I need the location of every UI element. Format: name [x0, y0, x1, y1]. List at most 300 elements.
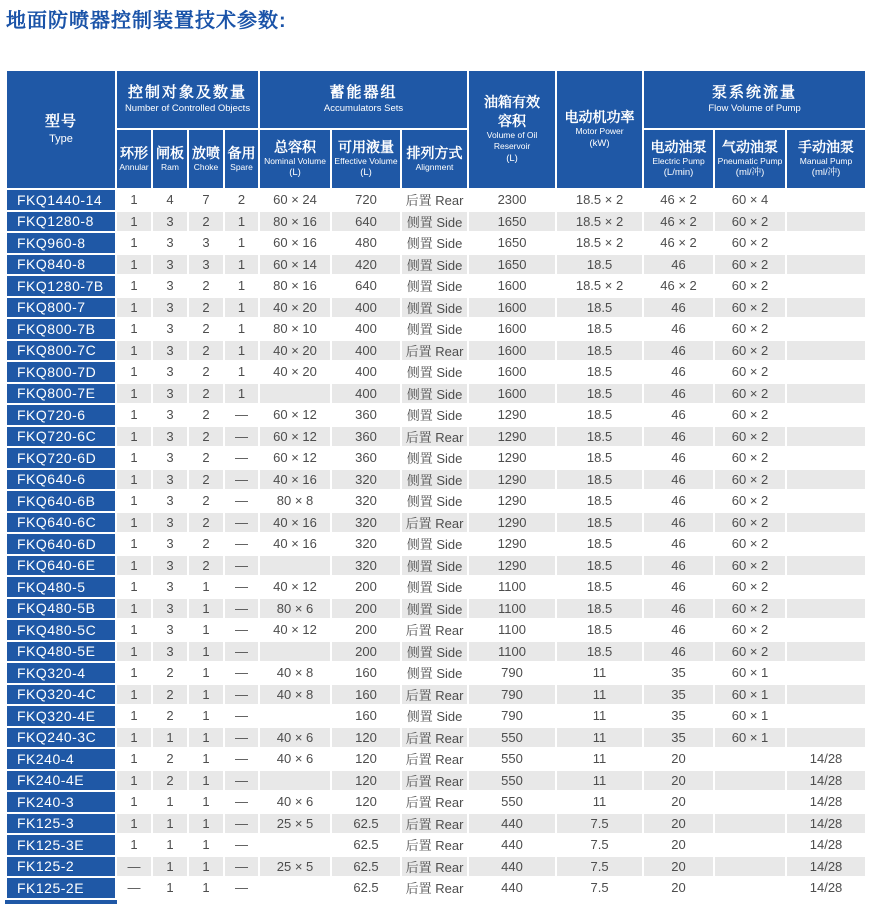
value-cell: 2: [152, 705, 188, 727]
value-cell: 60 × 2: [714, 555, 786, 577]
value-cell: 1290: [468, 555, 556, 577]
value-cell: 720: [331, 189, 401, 211]
value-cell: [786, 189, 866, 211]
value-cell: 120: [331, 727, 401, 749]
value-cell: 3: [152, 340, 188, 362]
value-cell: 侧置 Side: [401, 555, 468, 577]
value-cell: [714, 856, 786, 878]
value-cell: 后置 Rear: [401, 619, 468, 641]
value-cell: 2: [152, 662, 188, 684]
table-row: [6, 447, 866, 469]
value-cell: 60 × 14: [259, 254, 331, 276]
value-cell: 60 × 16: [259, 232, 331, 254]
value-cell: 60 × 2: [714, 297, 786, 319]
value-cell: 侧置 Side: [401, 275, 468, 297]
table-row: [6, 318, 866, 340]
value-cell: 3: [152, 361, 188, 383]
value-cell: 1: [116, 361, 152, 383]
value-cell: 60 × 2: [714, 641, 786, 663]
value-cell: 2: [188, 340, 224, 362]
model-cell: FKQ800-7: [6, 297, 116, 319]
value-cell: 侧置 Side: [401, 490, 468, 512]
value-cell: —: [224, 533, 259, 555]
value-cell: 侧置 Side: [401, 232, 468, 254]
model-cell: FK125-3: [6, 813, 116, 835]
value-cell: 1: [116, 813, 152, 835]
model-cell: FKQ1280-8: [6, 211, 116, 233]
value-cell: 侧置 Side: [401, 469, 468, 491]
value-cell: [786, 490, 866, 512]
value-cell: 60 × 24: [259, 189, 331, 211]
value-cell: 1: [116, 705, 152, 727]
value-cell: 2: [152, 684, 188, 706]
value-cell: 60 × 1: [714, 662, 786, 684]
value-cell: 11: [556, 727, 643, 749]
value-cell: 200: [331, 598, 401, 620]
value-cell: 40 × 12: [259, 619, 331, 641]
value-cell: 3: [152, 232, 188, 254]
value-cell: 1290: [468, 404, 556, 426]
value-cell: [786, 340, 866, 362]
value-cell: [786, 318, 866, 340]
value-cell: 2: [188, 297, 224, 319]
value-cell: 80 × 16: [259, 275, 331, 297]
value-cell: 60 × 1: [714, 705, 786, 727]
value-cell: 360: [331, 426, 401, 448]
col-header-model-en: Type: [49, 132, 73, 145]
value-cell: 2: [224, 189, 259, 211]
value-cell: 120: [331, 748, 401, 770]
value-cell: 20: [643, 791, 714, 813]
value-cell: 18.5: [556, 598, 643, 620]
value-cell: 320: [331, 490, 401, 512]
table-row: [6, 512, 866, 534]
value-cell: —: [224, 727, 259, 749]
value-cell: 1: [116, 469, 152, 491]
value-cell: 320: [331, 512, 401, 534]
value-cell: 1: [116, 748, 152, 770]
table-row: [6, 705, 866, 727]
col-header-oil-volume: 油箱有效容积 Volume of Oil Reservoir (L): [468, 70, 556, 189]
value-cell: 40 × 20: [259, 340, 331, 362]
model-cell: FKQ720-6C: [6, 426, 116, 448]
value-cell: 790: [468, 705, 556, 727]
value-cell: 20: [643, 770, 714, 792]
value-cell: 1: [188, 791, 224, 813]
value-cell: 1: [116, 641, 152, 663]
value-cell: 侧置 Side: [401, 576, 468, 598]
value-cell: 1600: [468, 361, 556, 383]
value-cell: —: [224, 576, 259, 598]
value-cell: 1650: [468, 232, 556, 254]
model-cell: FKQ320-4C: [6, 684, 116, 706]
value-cell: 25 × 5: [259, 856, 331, 878]
value-cell: 后置 Rear: [401, 340, 468, 362]
value-cell: [786, 705, 866, 727]
value-cell: 后置 Rear: [401, 512, 468, 534]
value-cell: 46 × 2: [643, 232, 714, 254]
value-cell: 18.5: [556, 426, 643, 448]
value-cell: 1: [116, 383, 152, 405]
value-cell: 14/28: [786, 748, 866, 770]
value-cell: 320: [331, 469, 401, 491]
value-cell: [786, 232, 866, 254]
value-cell: 60 × 2: [714, 426, 786, 448]
value-cell: 40 × 16: [259, 512, 331, 534]
value-cell: 3: [152, 426, 188, 448]
value-cell: 18.5: [556, 555, 643, 577]
value-cell: —: [224, 662, 259, 684]
value-cell: 侧置 Side: [401, 211, 468, 233]
table-row: [6, 877, 866, 899]
model-cell: FKQ800-7B: [6, 318, 116, 340]
value-cell: —: [224, 705, 259, 727]
value-cell: 1: [188, 641, 224, 663]
value-cell: 后置 Rear: [401, 834, 468, 856]
value-cell: 640: [331, 211, 401, 233]
value-cell: 1: [188, 877, 224, 899]
value-cell: 2: [188, 318, 224, 340]
value-cell: 18.5 × 2: [556, 232, 643, 254]
value-cell: —: [224, 490, 259, 512]
value-cell: —: [224, 684, 259, 706]
model-cell: FKQ800-7D: [6, 361, 116, 383]
model-cell: FKQ800-7E: [6, 383, 116, 405]
value-cell: 侧置 Side: [401, 705, 468, 727]
model-cell: FKQ480-5E: [6, 641, 116, 663]
table-row: [6, 598, 866, 620]
value-cell: 2: [188, 361, 224, 383]
value-cell: 1: [224, 383, 259, 405]
value-cell: 侧置 Side: [401, 447, 468, 469]
value-cell: 侧置 Side: [401, 662, 468, 684]
group-header-accumulators: 蓄能器组 Accumulators Sets: [259, 70, 468, 129]
page-title: 地面防喷器控制装置技术参数:: [6, 10, 287, 32]
value-cell: 60 × 1: [714, 727, 786, 749]
value-cell: —: [224, 404, 259, 426]
value-cell: 18.5: [556, 533, 643, 555]
value-cell: 1290: [468, 533, 556, 555]
value-cell: —: [224, 598, 259, 620]
value-cell: [786, 404, 866, 426]
value-cell: 1: [116, 189, 152, 211]
value-cell: 60 × 2: [714, 254, 786, 276]
value-cell: 18.5 × 2: [556, 211, 643, 233]
value-cell: 60 × 2: [714, 512, 786, 534]
value-cell: 后置 Rear: [401, 684, 468, 706]
model-cell: FKQ840-8: [6, 254, 116, 276]
col-header-motor-power: 电动机功率 Motor Power (kW): [556, 70, 643, 189]
value-cell: [786, 361, 866, 383]
value-cell: 3: [152, 469, 188, 491]
model-cell: FK125-3E: [6, 834, 116, 856]
value-cell: 18.5: [556, 490, 643, 512]
value-cell: 40 × 8: [259, 684, 331, 706]
value-cell: 320: [331, 555, 401, 577]
value-cell: [786, 684, 866, 706]
value-cell: 40 × 16: [259, 469, 331, 491]
value-cell: 18.5: [556, 361, 643, 383]
value-cell: 2: [188, 490, 224, 512]
model-cell: FK125-2E: [6, 877, 116, 899]
value-cell: 40 × 8: [259, 662, 331, 684]
model-cell: FKQ240-3C: [6, 727, 116, 749]
value-cell: 46: [643, 641, 714, 663]
model-cell: FKQ320-4: [6, 662, 116, 684]
value-cell: 60 × 2: [714, 340, 786, 362]
value-cell: 80 × 10: [259, 318, 331, 340]
table-row: [6, 469, 866, 491]
value-cell: 1: [152, 856, 188, 878]
value-cell: 120: [331, 791, 401, 813]
col-header-pneumatic-pump: 气动油泵 Pneumatic Pump (ml/冲): [714, 129, 786, 189]
value-cell: 2: [152, 748, 188, 770]
value-cell: 1: [224, 254, 259, 276]
value-cell: 1: [116, 211, 152, 233]
value-cell: 40 × 6: [259, 791, 331, 813]
value-cell: 120: [331, 770, 401, 792]
value-cell: 1: [152, 813, 188, 835]
value-cell: 46: [643, 340, 714, 362]
value-cell: 14/28: [786, 877, 866, 899]
table-row: [6, 533, 866, 555]
value-cell: 35: [643, 684, 714, 706]
value-cell: 60 × 2: [714, 490, 786, 512]
value-cell: 1290: [468, 512, 556, 534]
value-cell: 后置 Rear: [401, 426, 468, 448]
value-cell: 18.5: [556, 619, 643, 641]
value-cell: 1: [224, 275, 259, 297]
value-cell: 1: [224, 297, 259, 319]
value-cell: 1: [116, 512, 152, 534]
value-cell: 1: [188, 748, 224, 770]
value-cell: 7.5: [556, 813, 643, 835]
value-cell: 46: [643, 555, 714, 577]
value-cell: 1: [116, 791, 152, 813]
value-cell: 3: [152, 619, 188, 641]
value-cell: 550: [468, 748, 556, 770]
value-cell: [714, 834, 786, 856]
value-cell: 46: [643, 469, 714, 491]
value-cell: 400: [331, 318, 401, 340]
value-cell: —: [224, 813, 259, 835]
table-row: [6, 211, 866, 233]
table-row: [6, 856, 866, 878]
value-cell: 1: [116, 318, 152, 340]
value-cell: 7.5: [556, 877, 643, 899]
value-cell: [714, 748, 786, 770]
value-cell: 侧置 Side: [401, 598, 468, 620]
value-cell: 20: [643, 856, 714, 878]
value-cell: 3: [152, 404, 188, 426]
value-cell: 1: [224, 340, 259, 362]
col-header-model: [6, 70, 116, 189]
value-cell: 1: [116, 297, 152, 319]
col-header-model-zh: 型号: [44, 113, 77, 131]
value-cell: [786, 727, 866, 749]
value-cell: 14/28: [786, 791, 866, 813]
value-cell: —: [224, 641, 259, 663]
value-cell: 2: [152, 770, 188, 792]
model-cell: FKQ720-6D: [6, 447, 116, 469]
value-cell: 440: [468, 813, 556, 835]
value-cell: 3: [152, 254, 188, 276]
value-cell: —: [224, 770, 259, 792]
value-cell: 1: [188, 834, 224, 856]
value-cell: —: [224, 834, 259, 856]
value-cell: 60 × 2: [714, 598, 786, 620]
table-row: [6, 254, 866, 276]
value-cell: 1: [188, 598, 224, 620]
value-cell: 60 × 2: [714, 383, 786, 405]
value-cell: 160: [331, 662, 401, 684]
value-cell: 1: [188, 770, 224, 792]
value-cell: 46: [643, 383, 714, 405]
col-header-choke: 放喷 Choke: [188, 129, 224, 189]
value-cell: 46: [643, 297, 714, 319]
value-cell: 1: [116, 598, 152, 620]
model-cell: FKQ960-8: [6, 232, 116, 254]
value-cell: 60 × 2: [714, 318, 786, 340]
value-cell: 60 × 2: [714, 232, 786, 254]
value-cell: 160: [331, 684, 401, 706]
value-cell: 3: [152, 576, 188, 598]
value-cell: 11: [556, 662, 643, 684]
value-cell: 后置 Rear: [401, 727, 468, 749]
value-cell: 2: [188, 404, 224, 426]
value-cell: 25 × 5: [259, 813, 331, 835]
value-cell: 1600: [468, 318, 556, 340]
value-cell: 60 × 2: [714, 447, 786, 469]
value-cell: 1290: [468, 426, 556, 448]
value-cell: [259, 555, 331, 577]
value-cell: 侧置 Side: [401, 318, 468, 340]
value-cell: 1: [116, 275, 152, 297]
value-cell: 60 × 2: [714, 275, 786, 297]
value-cell: 18.5: [556, 404, 643, 426]
value-cell: 1: [116, 232, 152, 254]
value-cell: 60 × 4: [714, 189, 786, 211]
value-cell: 1600: [468, 275, 556, 297]
value-cell: 7.5: [556, 856, 643, 878]
value-cell: 18.5: [556, 254, 643, 276]
value-cell: [714, 791, 786, 813]
model-cell: FKQ720-6: [6, 404, 116, 426]
col-header-electric-pump: 电动油泵 Electric Pump (L/min): [643, 129, 714, 189]
value-cell: 2: [188, 469, 224, 491]
value-cell: 1: [152, 877, 188, 899]
table-bottom-bar: [5, 900, 117, 904]
value-cell: —: [224, 555, 259, 577]
value-cell: 18.5: [556, 297, 643, 319]
value-cell: 18.5 × 2: [556, 275, 643, 297]
value-cell: 11: [556, 705, 643, 727]
value-cell: 后置 Rear: [401, 189, 468, 211]
value-cell: [786, 576, 866, 598]
col-header-ram: 闸板 Ram: [152, 129, 188, 189]
value-cell: 60 × 2: [714, 404, 786, 426]
value-cell: 3: [152, 318, 188, 340]
value-cell: 200: [331, 576, 401, 598]
value-cell: —: [116, 877, 152, 899]
value-cell: 440: [468, 856, 556, 878]
value-cell: [786, 211, 866, 233]
value-cell: 60 × 12: [259, 447, 331, 469]
value-cell: 1290: [468, 490, 556, 512]
table-row: [6, 275, 866, 297]
value-cell: 2: [188, 383, 224, 405]
value-cell: 480: [331, 232, 401, 254]
col-header-annular: 环形 Annular: [116, 129, 152, 189]
value-cell: [259, 641, 331, 663]
value-cell: —: [224, 748, 259, 770]
value-cell: 440: [468, 877, 556, 899]
value-cell: 2: [188, 447, 224, 469]
table-row: [6, 383, 866, 405]
table-row: [6, 619, 866, 641]
value-cell: 18.5: [556, 447, 643, 469]
value-cell: 1650: [468, 254, 556, 276]
value-cell: 侧置 Side: [401, 641, 468, 663]
value-cell: 2: [188, 275, 224, 297]
value-cell: 后置 Rear: [401, 877, 468, 899]
model-cell: FKQ480-5: [6, 576, 116, 598]
value-cell: 1: [116, 447, 152, 469]
value-cell: —: [224, 619, 259, 641]
table-row: [6, 662, 866, 684]
col-header-effective-volume: 可用液量 Effective Volume (L): [331, 129, 401, 189]
value-cell: 3: [152, 533, 188, 555]
table-row: [6, 791, 866, 813]
value-cell: [786, 254, 866, 276]
value-cell: 1100: [468, 598, 556, 620]
col-header-nominal-volume: 总容积 Nominal Volume (L): [259, 129, 331, 189]
value-cell: 1: [116, 404, 152, 426]
value-cell: 3: [152, 598, 188, 620]
value-cell: [259, 834, 331, 856]
value-cell: [786, 533, 866, 555]
value-cell: —: [224, 512, 259, 534]
model-cell: FKQ640-6B: [6, 490, 116, 512]
value-cell: [714, 813, 786, 835]
value-cell: 1: [116, 727, 152, 749]
model-cell: FK240-3: [6, 791, 116, 813]
value-cell: [786, 426, 866, 448]
value-cell: 14/28: [786, 813, 866, 835]
value-cell: 侧置 Side: [401, 361, 468, 383]
value-cell: 1100: [468, 619, 556, 641]
value-cell: 11: [556, 791, 643, 813]
value-cell: 62.5: [331, 877, 401, 899]
value-cell: 3: [188, 232, 224, 254]
value-cell: 790: [468, 662, 556, 684]
value-cell: 1: [116, 619, 152, 641]
value-cell: 1: [188, 727, 224, 749]
table-body: [6, 189, 866, 899]
value-cell: [259, 770, 331, 792]
spec-table: [5, 69, 867, 900]
model-cell: FKQ640-6D: [6, 533, 116, 555]
value-cell: 200: [331, 619, 401, 641]
value-cell: 1: [116, 490, 152, 512]
value-cell: 80 × 16: [259, 211, 331, 233]
model-cell: FK240-4E: [6, 770, 116, 792]
value-cell: 62.5: [331, 856, 401, 878]
table-row: [6, 361, 866, 383]
value-cell: 1: [224, 318, 259, 340]
value-cell: 46 × 2: [643, 211, 714, 233]
model-cell: FKQ1280-7B: [6, 275, 116, 297]
